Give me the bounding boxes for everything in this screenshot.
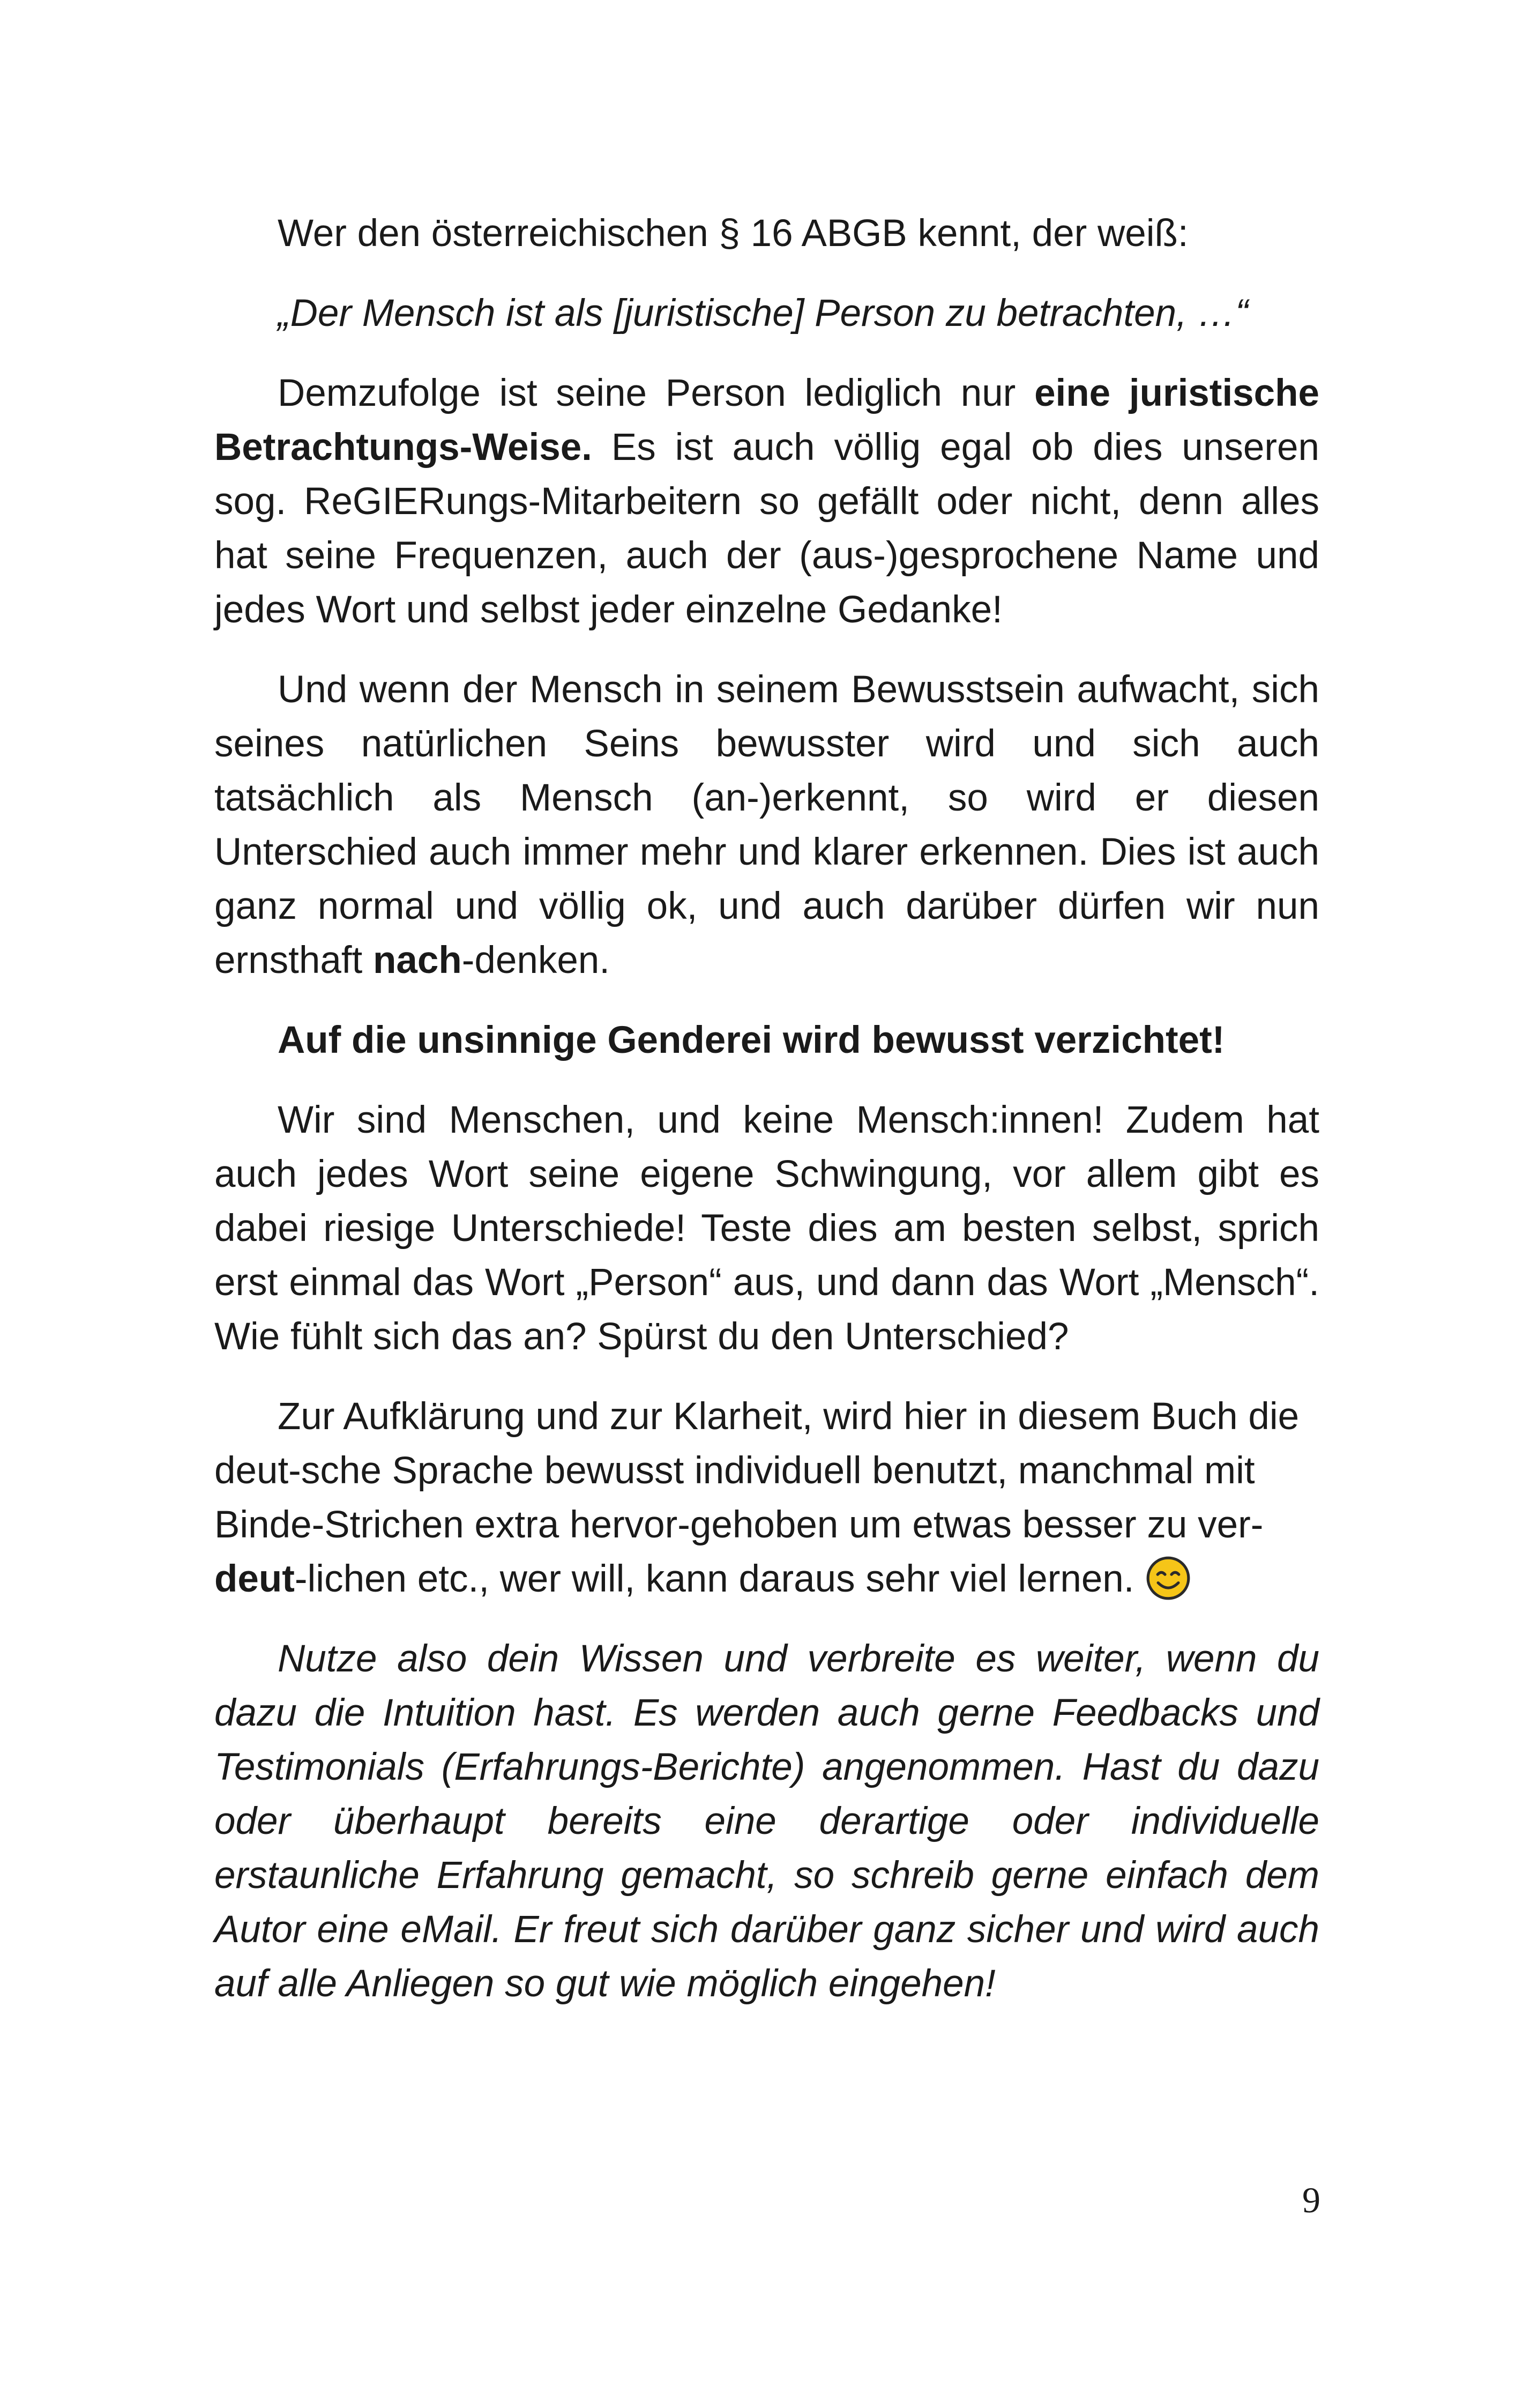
body-text: [214, 206, 1319, 2037]
quote-text: „Der Mensch ist als [juristische] Person zu betrachten, …“: [278, 292, 1249, 335]
language-text-end: -lichen etc., wer will, kann daraus sehr viel lernen.: [294, 1558, 1134, 1600]
awakening-text-start: Und wenn der Mensch in seinem Bewusstsein aufwacht, sich seines natürlichen Seins bewusster wird und sich auch tatsächlich als Mensch (an-)erkennt, so wird er diesen Unterschied auch immer mehr und klarer erkennen. Dies ist auch ganz normal und völlig ok, und auch darüber dürfen wir nun ernsthaft: [214, 668, 1319, 982]
intro-paragraph: [214, 206, 1319, 261]
closing-paragraph: [214, 1632, 1319, 2011]
gender-heading-text: Auf die unsinnige Genderei wird bewusst verzichtet!: [278, 1019, 1225, 1061]
closing-text: Nutze also dein Wissen und verbreite es weiter, wenn du dazu die Intuition hast. Es werden auch gerne Feedbacks und Testimonials (Erfahrungs-Berichte) angenommen. Hast du dazu oder überhaupt bereits eine derartige oder individuelle erstaunliche Erfahrung gemacht, so schreib gerne einfach dem Autor eine eMail. Er freut sich darüber ganz sicher und wird auch auf alle Anliegen so gut wie möglich eingehen!: [214, 1638, 1319, 2005]
language-text-bold: deut: [214, 1558, 295, 1600]
menschen-paragraph: [214, 1093, 1319, 1364]
awakening-text-end: -denken.: [461, 939, 610, 982]
language-paragraph: [214, 1389, 1319, 1606]
intro-text: Wer den österreichischen § 16 ABGB kennt, der weiß:: [278, 212, 1189, 255]
person-paragraph: [214, 366, 1319, 637]
quote-paragraph: [214, 286, 1319, 340]
awakening-paragraph: [214, 663, 1319, 987]
smiling-face-icon: [1145, 1555, 1191, 1601]
person-text-rest: Es ist auch völlig egal ob dies unseren sog. ReGIERungs-Mitarbeitern so gefällt oder nicht, denn alles hat seine Frequenzen, auch der (aus-)gesprochene Name und jedes Wort und selbst jeder einzelne Gedanke!: [214, 426, 1319, 631]
menschen-text: Wir sind Menschen, und keine Mensch:innen! Zudem hat auch jedes Wort seine eigene Schwingung, vor allem gibt es dabei riesige Unterschiede! Teste dies am besten selbst, sprich erst einmal das Wort „Person“ aus, und dann das Wort „Mensch“. Wie fühlt sich das an? Spürst du den Unterschied?: [214, 1099, 1319, 1358]
person-text-start: Demzufolge ist seine Person lediglich nur: [278, 372, 1035, 414]
page-number: 9: [1302, 2180, 1320, 2220]
gender-heading: [214, 1013, 1319, 1067]
language-text-start: Zur Aufklärung und zur Klarheit, wird hier in diesem Buch die deut-sche Sprache bewusst individuell benutzt, manchmal mit Binde-Strichen extra hervor-gehoben um etwas besser zu ver-: [214, 1395, 1300, 1546]
awakening-text-bold: nach: [373, 939, 462, 982]
person-text-bold: eine juristische Betrachtungs-Weise.: [214, 372, 1319, 469]
